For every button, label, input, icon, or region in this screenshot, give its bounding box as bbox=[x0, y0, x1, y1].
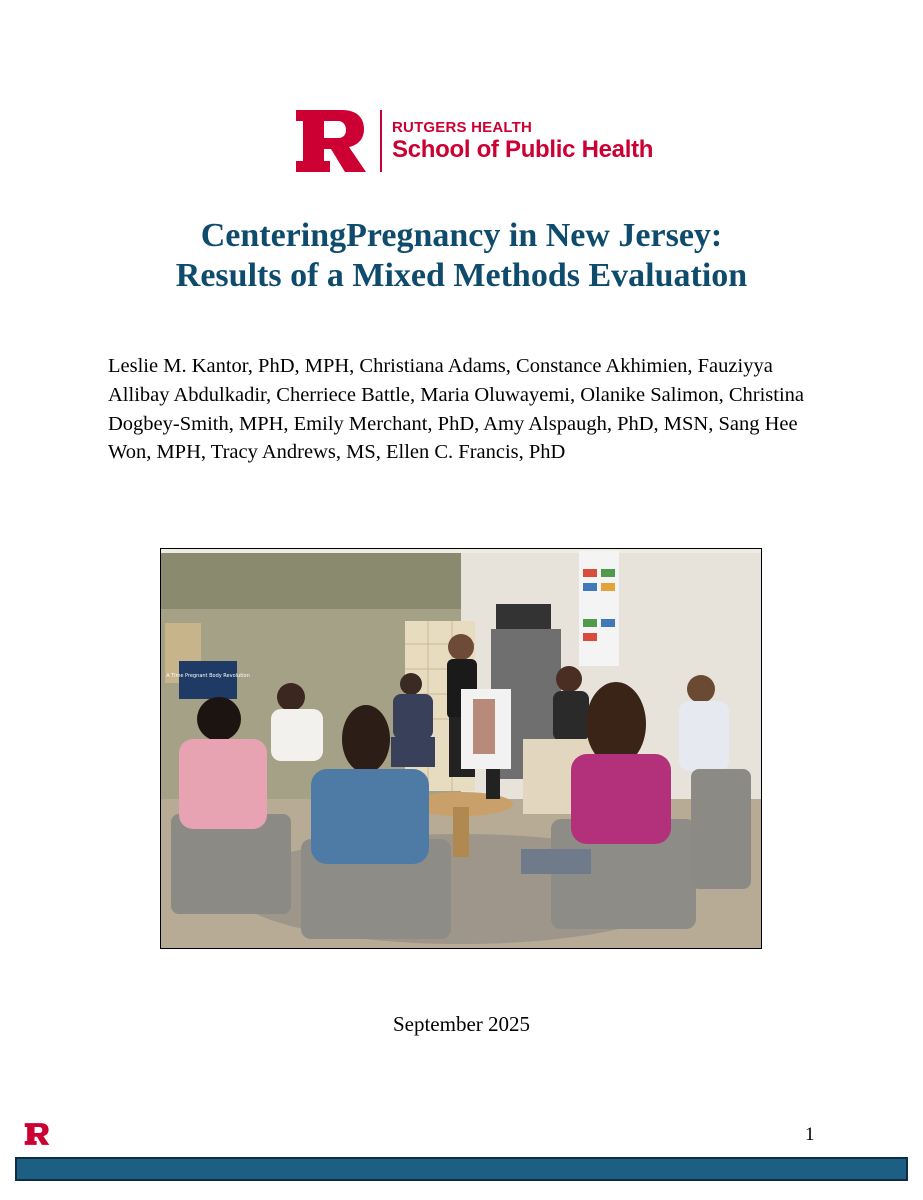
logo-divider bbox=[380, 110, 382, 172]
report-title bbox=[0, 216, 923, 296]
group-session-photo bbox=[160, 548, 762, 949]
page-number: 1 bbox=[805, 1124, 815, 1145]
rutgers-logo bbox=[294, 107, 653, 175]
publication-date: September 2025 bbox=[392, 1012, 531, 1036]
monitor-screen-text: A Time Pregnant Body Revolution bbox=[166, 673, 250, 679]
logo-line-2: School of Public Health bbox=[392, 136, 654, 163]
author-list: Leslie M. Kantor, PhD, MPH, Christiana Adams, Constance Akhimien, Fauziyya Allibay Abdulkadir, Cherriece Battle, Maria Oluwayemi, Olanike Salimon, Christina Dogbey-Smith, MPH, Emily Merchant, PhD, Amy Alspaugh, PhD, MSN, Sang Hee Won, MPH, Tracy Andrews, MS, Ellen C. Francis, PhD bbox=[108, 355, 805, 464]
title-line-2: Results of a Mixed Methods Evaluation bbox=[175, 257, 748, 294]
rutgers-r-icon bbox=[294, 108, 368, 174]
title-line-1: CenteringPregnancy in New Jersey: bbox=[200, 217, 723, 254]
footer-r-icon bbox=[24, 1122, 50, 1146]
footer-bar bbox=[15, 1157, 908, 1181]
logo-line-1: RUTGERS HEALTH bbox=[392, 119, 533, 136]
